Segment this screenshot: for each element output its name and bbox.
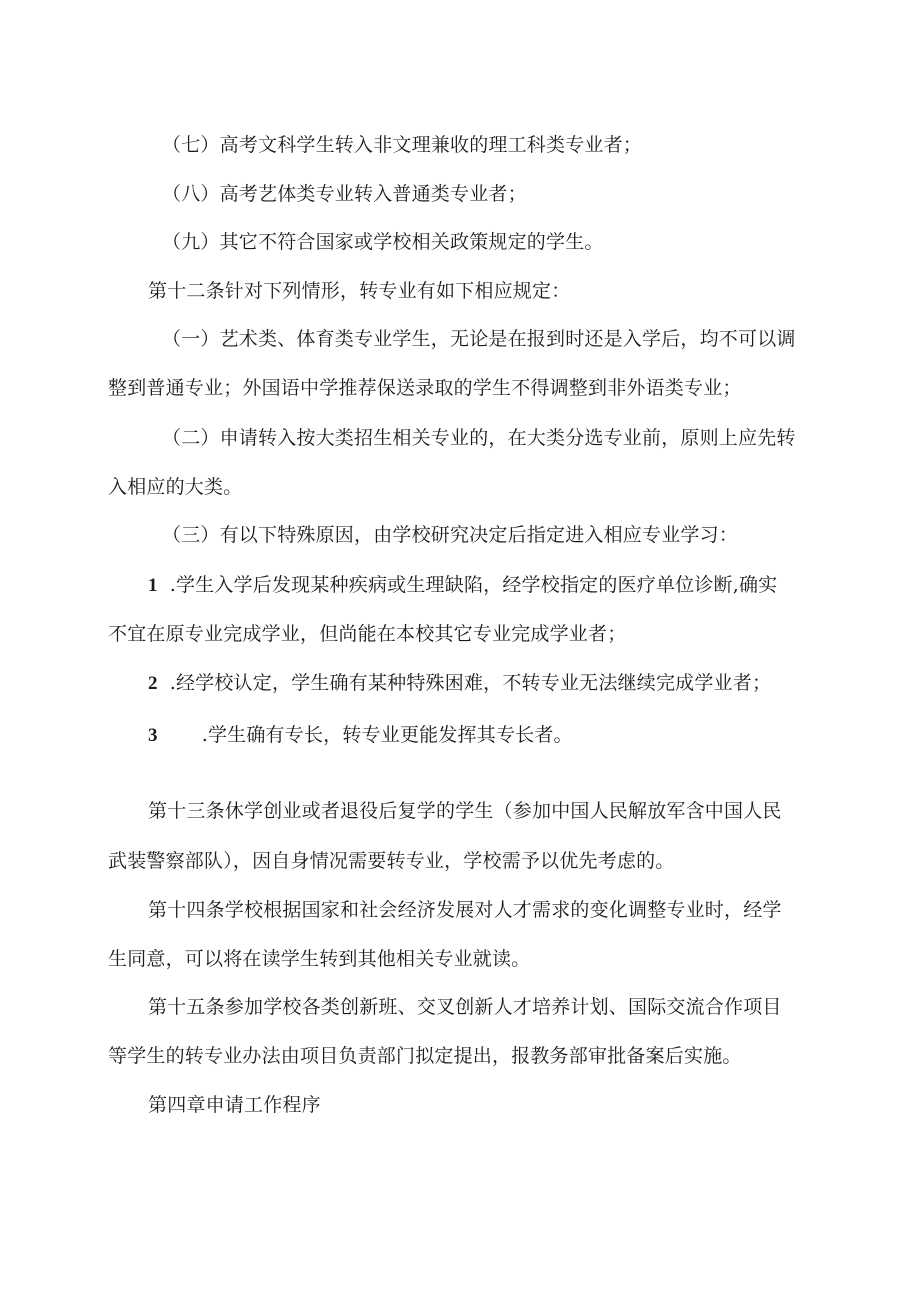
article-12-heading: 第十二条针对下列情形，转专业有如下相应规定：	[148, 280, 571, 302]
article-14-line-1: 第十四条学校根据国家和社会经济发展对人才需求的变化调整专业时，经学	[148, 899, 782, 921]
article-13-line-2: 武装警察部队），因自身情况需要转专业，学校需予以优先考虑的。	[108, 850, 675, 872]
sub-item-1-line-2: 不宜在原专业完成学业，但尚能在本校其它专业完成学业者；	[108, 623, 627, 645]
sub-item-1-line-1: 1 .学生入学后发现某种疾病或生理缺陷，经学校指定的医疗单位诊断,确实	[148, 574, 778, 596]
sub-item-3: 3 .学生确有专长，转专业更能发挥其专长者。	[148, 724, 573, 746]
item-9-line: （九）其它不符合国家或学校相关政策规定的学生。	[162, 231, 604, 253]
item-8-line: （八）高考艺体类专业转入普通类专业者；	[162, 183, 527, 205]
article-13-line-1: 第十三条休学创业或者退役后复学的学生（参加中国人民解放军含中国人民	[148, 800, 782, 822]
article-12-clause-1-line-1: （一）艺术类、体育类专业学生，无论是在报到时还是入学后，均不可以调	[162, 328, 796, 350]
sub-item-1-number: 1	[148, 575, 158, 596]
article-12-clause-1-line-2: 整到普通专业；外国语中学推荐保送录取的学生不得调整到非外语类专业；	[108, 377, 742, 399]
chapter-4-heading: 第四章申请工作程序	[148, 1094, 321, 1116]
article-15-line-1: 第十五条参加学校各类创新班、交叉创新人才培养计划、国际交流合作项目	[148, 996, 782, 1018]
article-12-clause-3: （三）有以下特殊原因，由学校研究决定后指定进入相应专业学习：	[162, 524, 739, 546]
sub-item-2: 2 .经学校认定，学生确有某种特殊困难，不转专业无法继续完成学业者；	[148, 672, 772, 694]
article-15-line-2: 等学生的转专业办法由项目负责部门拟定提出，报教务部审批备案后实施。	[108, 1045, 742, 1067]
sub-item-3-number: 3	[148, 725, 158, 746]
article-12-clause-2-line-2: 入相应的大类。	[108, 476, 243, 498]
article-14-line-2: 生同意，可以将在读学生转到其他相关专业就读。	[108, 948, 531, 970]
article-12-clause-2-line-1: （二）申请转入按大类招生相关专业的，在大类分选专业前，原则上应先转	[162, 427, 796, 449]
sub-item-2-number: 2	[148, 673, 158, 694]
item-7-line: （七）高考文科学生转入非文理兼收的理工科类专业者；	[162, 134, 643, 156]
